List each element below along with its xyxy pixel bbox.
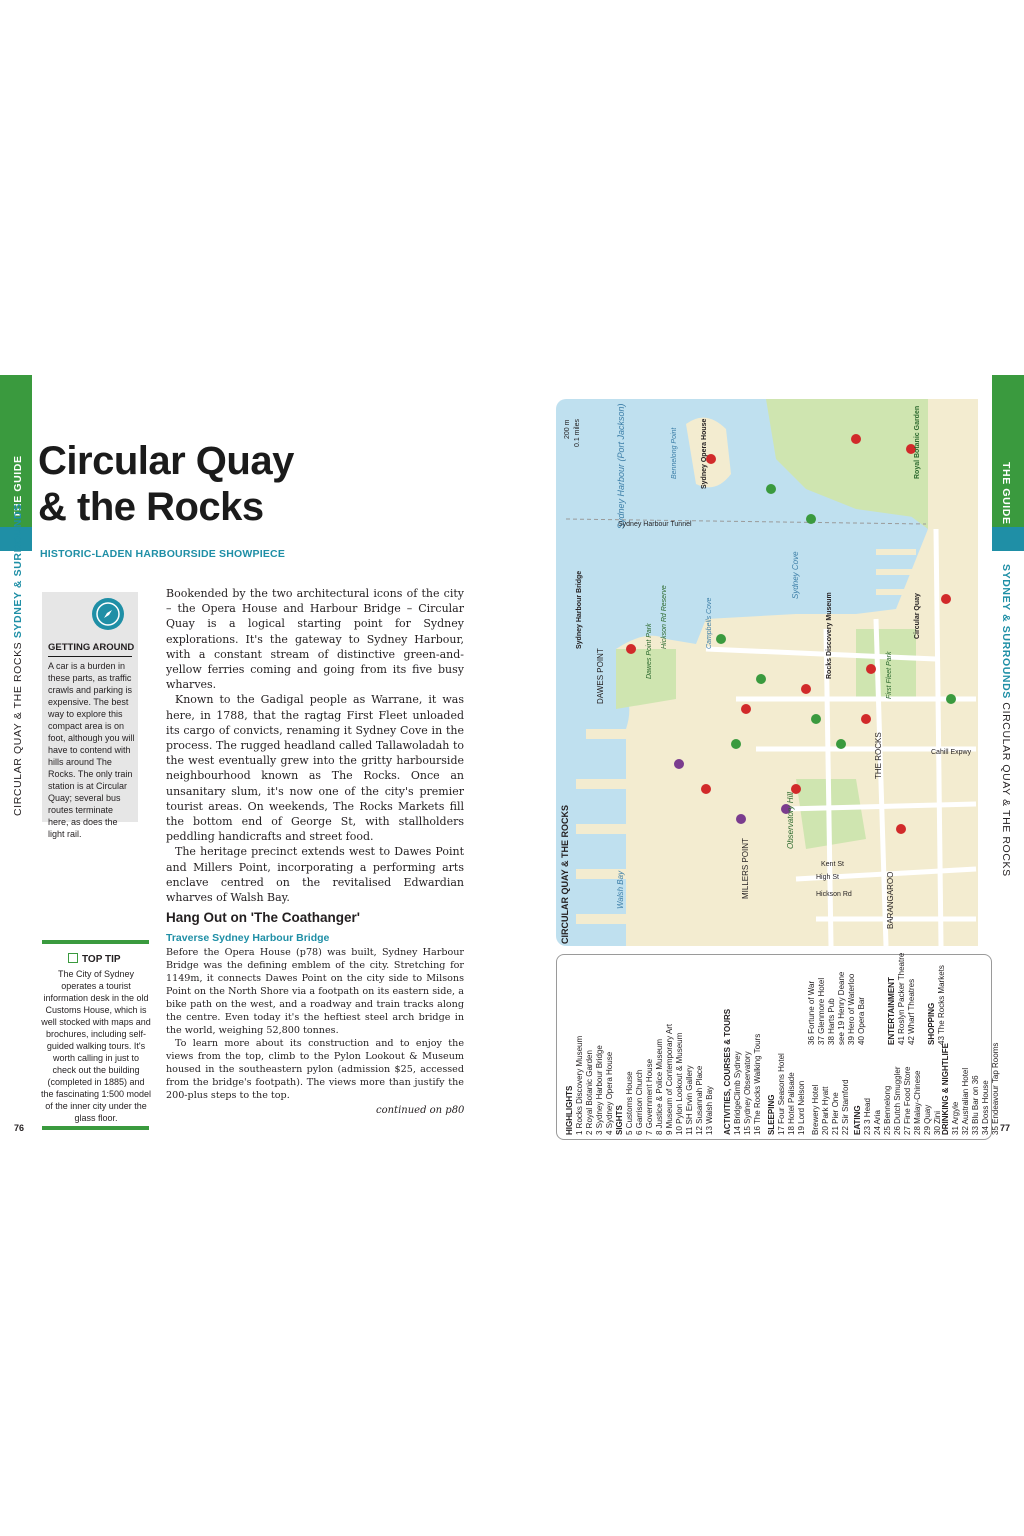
legend-item: 35 Endeavour Tap Rooms xyxy=(991,1042,1000,1135)
left-tab-section-name: CIRCULAR QUAY & THE ROCKS xyxy=(12,641,24,816)
legend-item: 10 Pylon Lookout & Museum xyxy=(675,1032,684,1135)
left-tab-guide-label: THE GUIDE xyxy=(12,455,24,518)
legend-item: 42 Wharf Theatres xyxy=(907,978,916,1045)
legend-column xyxy=(723,1009,763,1135)
section-paragraph: Before the Opera House (p78) was built, Sydney Harbour Bridge was the defining emblem of the city. Stretching for 1149m, it connects Dawes Point on the city side to Milsons Point on the North Shore via a footpath on its eastern side, a bike path on the west, and a roadway and train tracks along the centre. Even today it's the heftiest steel arch bridge in the world, weighing 52,800 tonnes. xyxy=(166,947,464,1036)
area-map xyxy=(556,399,978,946)
legend-column xyxy=(853,1067,943,1135)
map-label-circular-quay: Circular Quay xyxy=(914,593,921,639)
intro-paragraph: Bookended by the two architectural icons of the city – the Opera House and Harbour Bridge – Circular Quay is a logical starting point for Sydney explorations. It's the gateway to Sydney Harbour, with a constant stream of distinctive green-and-yellow ferries coming and going from its five busy wharves. xyxy=(166,587,464,692)
left-tab-region-name: SYDNEY & SURROUNDS xyxy=(12,503,24,639)
page-title-line2: & the Rocks xyxy=(38,485,264,529)
page-title xyxy=(38,438,294,530)
map-label-botanic: Royal Botanic Garden xyxy=(914,405,921,479)
legend-item: 27 Fine Food Store xyxy=(903,1066,912,1135)
legend-item: 30 Zini xyxy=(933,1110,942,1135)
map-label-sydney-cove: Sydney Cove xyxy=(791,551,800,599)
intro-paragraph: Known to the Gadigal people as Warrane, it was here, in 1788, that the ragtag First Fleet unloaded its cargo of convicts, renaming it Sydney Cove in the process. The rugged headland called Tallawoladah to the west eventually grew into the gritty harbourside neighbourhood known as The Rocks. Once an unsanitary slum, it's now one of the city's premier tourist areas. On weekends, The Rocks Markets fill the bottom end of George St, with stallholders peddling handicrafts and street food. xyxy=(166,693,464,844)
legend-column xyxy=(767,1053,807,1135)
legend-column xyxy=(807,972,867,1045)
getting-around-heading: GETTING AROUND xyxy=(48,642,135,653)
legend-column xyxy=(811,1079,851,1135)
legend-item: 19 Lord Nelson xyxy=(797,1080,806,1135)
top-tip-rule-bottom xyxy=(42,1126,149,1130)
legend-heading: SHOPPING xyxy=(927,1002,936,1045)
map-label-walsh-bay: Walsh Bay xyxy=(616,870,625,909)
intro-paragraph: The heritage precinct extends west to Dawes Point and Millers Point, incorporating a performing arts enclave centred on the revitalised Edwardian wharves of Walsh Bay. xyxy=(166,845,464,905)
legend-item: 14 BridgeClimb Sydney xyxy=(733,1051,742,1135)
section-text xyxy=(166,946,464,1102)
page-number-left: 76 xyxy=(14,1123,25,1133)
page-subtitle: HISTORIC-LADEN HARBOURSIDE SHOWPIECE xyxy=(40,548,286,560)
section-subheading: Traverse Sydney Harbour Bridge xyxy=(166,932,330,944)
legend-column xyxy=(615,1039,665,1135)
map-scale-bottom: 0.1 miles xyxy=(574,418,581,447)
right-tab-section-name: CIRCULAR QUAY & THE ROCKS xyxy=(1000,702,1012,877)
legend-item: 32 Australian Hotel xyxy=(961,1067,970,1135)
right-tab-region-name: SYDNEY & SURROUNDS xyxy=(1000,564,1012,699)
legend-heading: ENTERTAINMENT xyxy=(887,977,896,1045)
map-label-high-st: High St xyxy=(816,874,839,881)
map-label-observatory-hill: Observatory Hill xyxy=(786,792,795,849)
right-side-tab-teal xyxy=(992,527,1024,551)
legend-item: 11 SH Ervin Gallery xyxy=(685,1065,694,1135)
legend-heading: ACTIVITIES, COURSES & TOURS xyxy=(723,1008,732,1135)
legend-heading: SIGHTS xyxy=(615,1105,624,1135)
legend-item: 4 Sydney Opera House xyxy=(605,1051,614,1135)
legend-item: 31 Argyle xyxy=(951,1101,960,1135)
legend-column xyxy=(927,965,947,1045)
legend-item: 26 Dutch Smuggler xyxy=(893,1066,902,1135)
legend-item: 36 Fortune of War xyxy=(807,980,816,1045)
legend-item: 18 Hotel Palisade xyxy=(787,1072,796,1135)
section-paragraph: To learn more about its construction and to enjoy the views from the top, climb to the Pylon Lookout & Museum housed in the southeastern pylon (admission $25, accessed from the bridge's footpath). The views more than justify the 200-plus steps to the top. xyxy=(166,1038,464,1101)
map-label-first-fleet-park: First Fleet Park xyxy=(886,651,893,699)
legend-item: 16 The Rocks Walking Tours xyxy=(753,1033,762,1135)
map-label-bridge: Sydney Harbour Bridge xyxy=(576,570,583,649)
legend-item: 23 3 Head xyxy=(863,1098,872,1135)
top-tip-rule-top xyxy=(42,940,149,944)
legend-item: 28 Malay-Chinese xyxy=(913,1070,922,1135)
legend-item: 34 Doss House xyxy=(981,1080,990,1135)
right-tab-guide-label: THE GUIDE xyxy=(1000,462,1012,525)
map-label-dawes-park: Dawes Point Park xyxy=(646,623,653,679)
map-scale-top: 200 m xyxy=(564,419,571,439)
map-label-harbour: Sydney Harbour (Port Jackson) xyxy=(616,403,626,529)
map-label-campbells-cove: Campbells Cove xyxy=(706,597,713,649)
legend-item: 5 Customs House xyxy=(625,1071,634,1135)
legend-item: 17 Four Seasons Hotel xyxy=(777,1053,786,1135)
map-label-opera-house: Sydney Opera House xyxy=(701,418,708,489)
legend-heading: HIGHLIGHTS xyxy=(565,1085,574,1135)
legend-item: 33 Blu Bar on 36 xyxy=(971,1075,980,1135)
getting-around-text: A car is a burden in these parts, as traffic crawls and parking is expensive. The best way to explore this compact area is on foot, although you will have to contend with hills around The Rocks. The only train station is at Circular Quay; several bus routes terminate here, as does the light rail. xyxy=(48,661,135,839)
map-label-hickson-rd: Hickson Rd xyxy=(816,891,852,898)
legend-column xyxy=(565,1036,615,1135)
legend-item: 6 Garrison Church xyxy=(635,1069,644,1135)
section-heading: Hang Out on 'The Coathanger' xyxy=(166,910,360,925)
legend-item: 13 Walsh Bay xyxy=(705,1085,714,1135)
legend-item: 40 Opera Bar xyxy=(857,996,866,1045)
map-label-barangaroo: BARANGAROO xyxy=(886,871,895,929)
intro-text xyxy=(166,586,464,905)
legend-column xyxy=(665,1024,715,1135)
legend-item: 15 Sydney Observatory xyxy=(743,1051,752,1135)
top-tip-text: The City of Sydney operates a tourist information desk in the old Customs House, which is well stocked with maps and brochures, including self-guided walking tours. It's worth calling in just to check out the building (completed in 1885) and the fascinating 1:500 model of the inner city under the glass floor. xyxy=(40,969,152,1123)
legend-item: 39 Hero of Waterloo xyxy=(847,973,856,1045)
map-label-the-rocks: THE ROCKS xyxy=(874,732,883,779)
top-tip-label: TOP TIP xyxy=(82,954,121,965)
right-tab-section-label xyxy=(1000,564,1012,877)
legend-item: see 19 Henry Deane xyxy=(837,971,846,1045)
legend-item: Brewery Hotel xyxy=(811,1084,820,1135)
getting-around-box xyxy=(42,592,138,839)
map-label-harbour-tunnel: Sydney Harbour Tunnel xyxy=(618,521,692,528)
left-tab-section-label xyxy=(12,503,24,816)
map-label-cahill-expwy: Cahill Expwy xyxy=(931,749,972,756)
legend-item: 41 Roslyn Packer Theatre xyxy=(897,952,906,1045)
map-label-dawes-point: DAWES POINT xyxy=(596,648,605,704)
compass-icon xyxy=(92,598,124,630)
getting-around-rule xyxy=(48,656,132,657)
map-caption: CIRCULAR QUAY & THE ROCKS xyxy=(560,804,570,944)
legend-item: 3 Sydney Harbour Bridge xyxy=(595,1045,604,1135)
legend-item: 24 Aria xyxy=(873,1110,882,1135)
map-legend xyxy=(556,952,1000,1140)
legend-heading: DRINKING & NIGHTLIFE xyxy=(941,1043,950,1135)
legend-item: 9 Museum of Contemporary Art xyxy=(665,1023,674,1135)
legend-item: 25 Bennelong xyxy=(883,1085,892,1135)
legend-column xyxy=(941,1043,1001,1135)
legend-item: 2 Royal Botanic Garden xyxy=(585,1050,594,1135)
legend-item: 29 Quay xyxy=(923,1104,932,1135)
legend-item: 12 Susannah Place xyxy=(695,1065,704,1135)
legend-heading: EATING xyxy=(853,1105,862,1135)
map-label-millers-point: MILLERS POINT xyxy=(741,838,750,899)
legend-item: 22 Sir Stamford xyxy=(841,1079,850,1135)
page-number-right: 77 xyxy=(1000,1123,1011,1133)
legend-item: 38 Harts Pub xyxy=(827,998,836,1045)
map-label-discovery-museum: Rocks Discovery Museum xyxy=(826,592,833,679)
continued-note: continued on p80 xyxy=(376,1105,465,1116)
map-label-bennelong: Bennelong Point xyxy=(671,427,678,479)
legend-item: 43 The Rocks Markets xyxy=(937,965,946,1045)
legend-heading: SLEEPING xyxy=(767,1094,776,1135)
page-title-line1: Circular Quay xyxy=(38,439,294,483)
legend-item: 37 Glenmore Hotel xyxy=(817,977,826,1045)
checkbox-icon xyxy=(68,953,78,963)
legend-item: 7 Government House xyxy=(645,1058,654,1135)
legend-column xyxy=(887,953,917,1045)
map-label-hickson-reserve: Hickson Rd Reserve xyxy=(661,585,668,649)
legend-item: 21 Pier One xyxy=(831,1092,840,1135)
legend-item: 1 Rocks Discovery Museum xyxy=(575,1035,584,1135)
legend-item: 8 Justice & Police Museum xyxy=(655,1038,664,1135)
legend-item: 20 Park Hyatt xyxy=(821,1086,830,1135)
map-label-kent-st: Kent St xyxy=(821,861,844,868)
